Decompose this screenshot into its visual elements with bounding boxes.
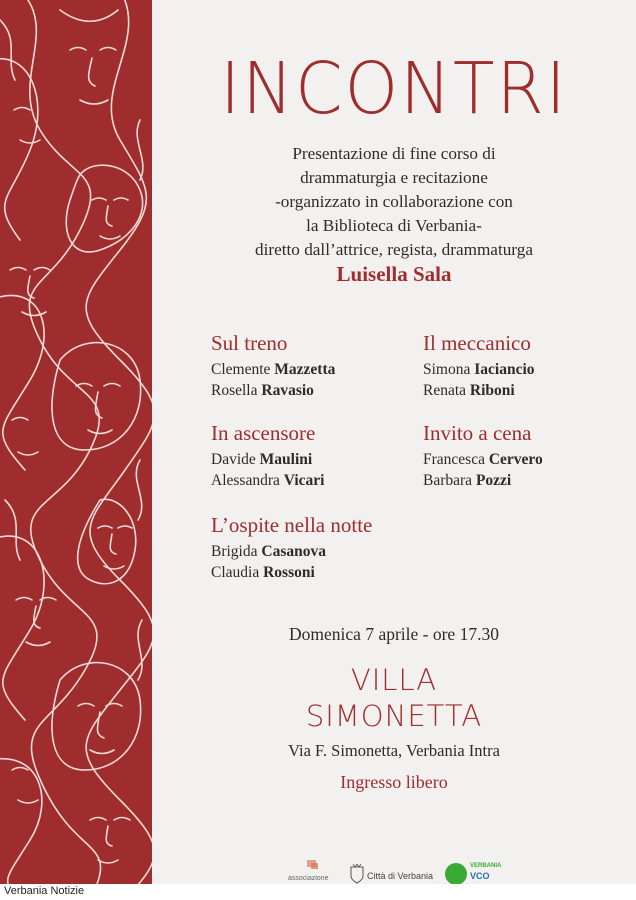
poster-content (152, 0, 636, 884)
association-logo (285, 858, 341, 884)
play-il-meccanico (423, 330, 636, 401)
vco-logo-icon (444, 862, 468, 884)
poster-title: INCONTRI (220, 48, 568, 131)
photo-credit: Verbania Notizie (4, 885, 85, 897)
play-title: In ascensore (211, 421, 316, 445)
venue-name (152, 662, 636, 734)
play-title: Sul treno (211, 331, 288, 355)
director-name: Luisella Sala (336, 262, 452, 286)
actor-name: Brigida Casanova (211, 543, 326, 560)
actor-name: Barbara Pozzi (423, 472, 512, 489)
play-sul-treno (211, 330, 431, 401)
play-ospite-nella-notte (211, 512, 471, 583)
actor-name: Simona Iaciancio (423, 361, 535, 378)
actor-name: Claudia Rossoni (211, 564, 315, 581)
entry-info: Ingresso libero (340, 772, 448, 792)
play-title: Il meccanico (423, 331, 531, 355)
intro-line: Presentazione di fine corso di (292, 144, 496, 163)
intro-line: la Biblioteca di Verbania- (306, 216, 482, 235)
vco-logo-subtext: VCO (470, 871, 490, 881)
vco-logo-text: VERBANIA (470, 863, 502, 869)
line-art-faces-icon (0, 0, 152, 884)
venue-line: SIMONETTA (305, 699, 483, 733)
actor-name: Rosella Ravasio (211, 382, 314, 399)
venue-line: VILLA (350, 663, 438, 697)
intro-line: drammaturgia e recitazione (300, 168, 488, 187)
actor-name: Renata Riboni (423, 382, 515, 399)
vco-logo (444, 858, 506, 884)
play-in-ascensore (211, 420, 431, 491)
city-crest-icon (350, 864, 364, 884)
city-logo (350, 858, 436, 884)
intro-line: diretto dall’attrice, regista, drammaturga (255, 240, 533, 259)
event-date: Domenica 7 aprile - ore 17.30 (289, 624, 499, 644)
decorative-face-pattern (0, 0, 152, 884)
play-title: L’ospite nella notte (211, 513, 373, 537)
play-invito-a-cena (423, 420, 636, 491)
intro-line: -organizzato in collaborazione con (275, 192, 513, 211)
venue-address: Via F. Simonetta, Verbania Intra (288, 741, 500, 760)
city-logo-text: Città di Verbania (367, 871, 434, 881)
intro-text (152, 142, 636, 262)
actor-name: Clemente Mazzetta (211, 361, 336, 378)
play-title: Invito a cena (423, 421, 532, 445)
actor-name: Francesca Cervero (423, 451, 543, 468)
actor-name: Alessandra Vicari (211, 472, 325, 489)
association-logo-text: associazione (288, 875, 329, 882)
actor-name: Davide Maulini (211, 451, 313, 468)
